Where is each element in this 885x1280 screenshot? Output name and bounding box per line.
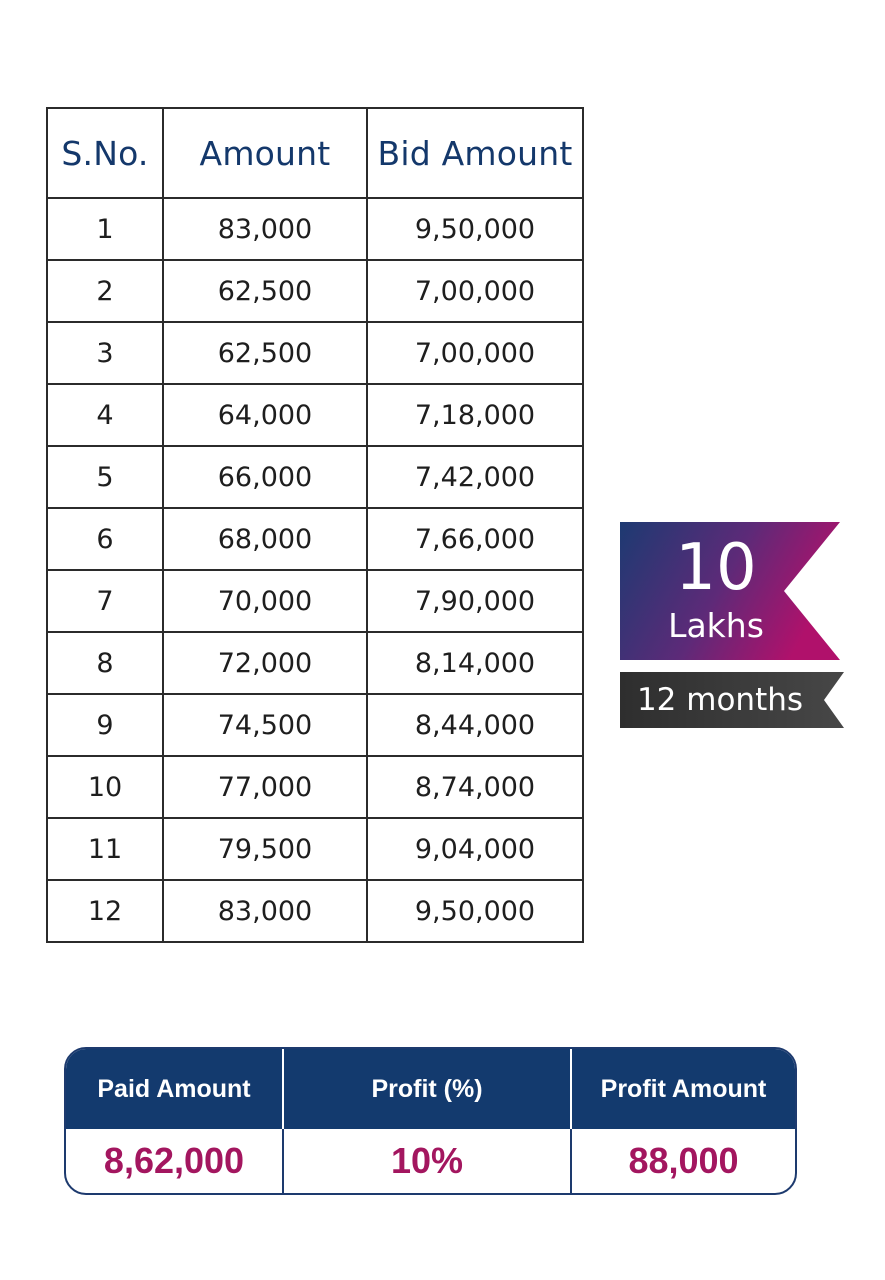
- cell-sno: 5: [47, 446, 163, 508]
- table-row: [47, 384, 583, 446]
- table-row: [47, 880, 583, 942]
- cell-amount: 64,000: [163, 384, 367, 446]
- cell-sno: 2: [47, 260, 163, 322]
- table-row: [47, 198, 583, 260]
- cell-bid-amount: 7,42,000: [367, 446, 583, 508]
- profit-percent-value: 10%: [282, 1129, 570, 1193]
- cell-bid-amount: 8,44,000: [367, 694, 583, 756]
- cell-amount: 77,000: [163, 756, 367, 818]
- chit-value: 10: [675, 531, 757, 605]
- profit-summary-card: [64, 1047, 797, 1195]
- duration-tag: [620, 672, 846, 728]
- cell-sno: 7: [47, 570, 163, 632]
- table-row: [47, 694, 583, 756]
- cell-sno: 6: [47, 508, 163, 570]
- table-row: [47, 632, 583, 694]
- table-row: [47, 570, 583, 632]
- cell-amount: 83,000: [163, 198, 367, 260]
- cell-bid-amount: 7,00,000: [367, 322, 583, 384]
- cell-bid-amount: 7,90,000: [367, 570, 583, 632]
- cell-bid-amount: 7,66,000: [367, 508, 583, 570]
- profit-percent-header: Profit (%): [282, 1049, 570, 1129]
- cell-bid-amount: 9,04,000: [367, 818, 583, 880]
- profit-amount-header: Profit Amount: [570, 1049, 795, 1129]
- cell-sno: 9: [47, 694, 163, 756]
- cell-sno: 8: [47, 632, 163, 694]
- cell-bid-amount: 9,50,000: [367, 880, 583, 942]
- cell-amount: 79,500: [163, 818, 367, 880]
- cell-amount: 70,000: [163, 570, 367, 632]
- cell-sno: 4: [47, 384, 163, 446]
- duration-label: 12 months: [636, 682, 804, 718]
- cell-amount: 62,500: [163, 322, 367, 384]
- paid-amount-value: 8,62,000: [103, 1140, 245, 1181]
- cell-sno: 3: [47, 322, 163, 384]
- cell-sno: 1: [47, 198, 163, 260]
- table-header-row: [47, 108, 583, 198]
- cell-amount: 66,000: [163, 446, 367, 508]
- column-header-amount: Amount: [163, 108, 367, 198]
- table-row: [47, 260, 583, 322]
- cell-amount: 72,000: [163, 632, 367, 694]
- cell-bid-amount: 7,00,000: [367, 260, 583, 322]
- chit-value-unit: Lakhs: [668, 606, 764, 645]
- chit-value-ribbon: [620, 522, 842, 660]
- table-row: [47, 508, 583, 570]
- profit-amount-value: 88,000: [570, 1129, 795, 1193]
- cell-amount: 74,500: [163, 694, 367, 756]
- cell-sno: 12: [47, 880, 163, 942]
- cell-amount: 68,000: [163, 508, 367, 570]
- table-row: [47, 756, 583, 818]
- cell-amount: 83,000: [163, 880, 367, 942]
- cell-bid-amount: 8,14,000: [367, 632, 583, 694]
- cell-amount: 62,500: [163, 260, 367, 322]
- cell-bid-amount: 7,18,000: [367, 384, 583, 446]
- bid-schedule-table: [46, 107, 584, 943]
- cell-sno: 11: [47, 818, 163, 880]
- cell-bid-amount: 9,50,000: [367, 198, 583, 260]
- paid-amount-header: Paid Amount: [66, 1049, 282, 1129]
- table-row: [47, 322, 583, 384]
- column-header-sno: S.No.: [47, 108, 163, 198]
- cell-sno: 10: [47, 756, 163, 818]
- table-row: [47, 818, 583, 880]
- table-row: [47, 446, 583, 508]
- cell-bid-amount: 8,74,000: [367, 756, 583, 818]
- column-header-bid-amount: Bid Amount: [367, 108, 583, 198]
